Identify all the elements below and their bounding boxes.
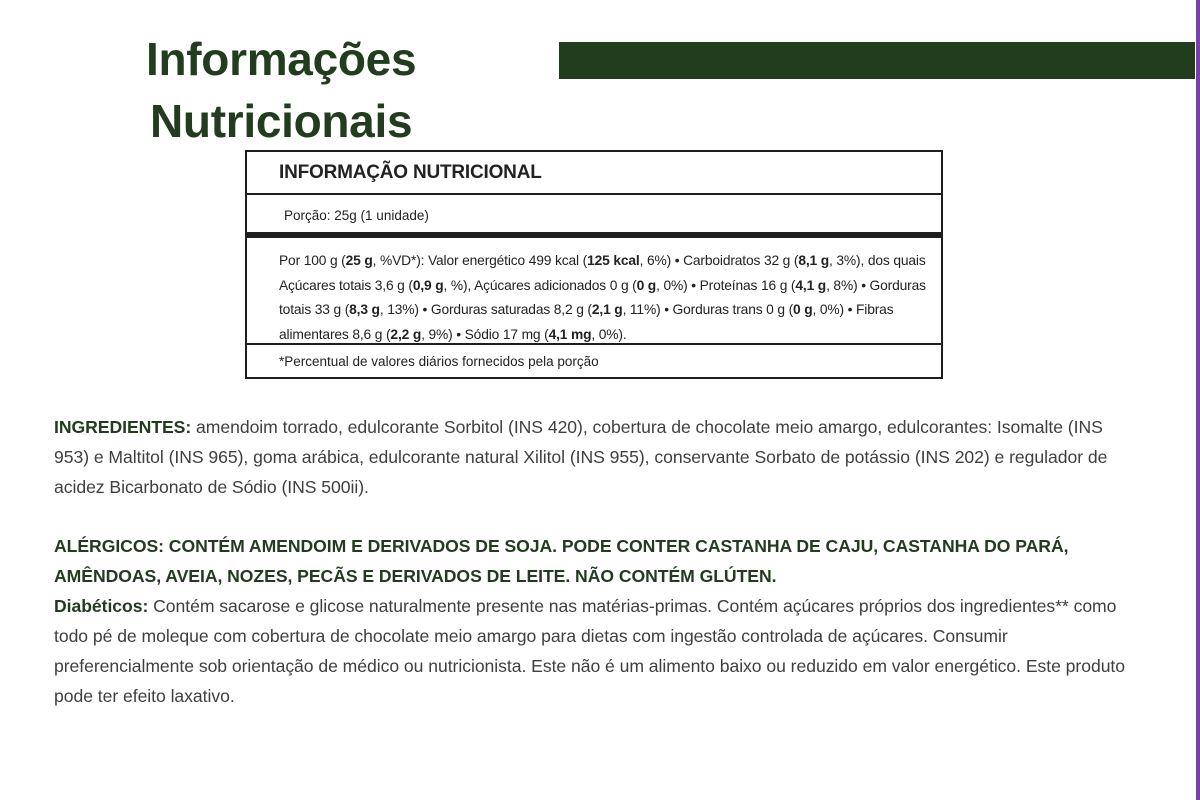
nutrient-text-segment: , 13%) • Gorduras saturadas 8,2 g (: [379, 302, 592, 317]
nutrient-values-text: [279, 249, 939, 347]
nutrient-text-segment: , 6%) • Carboidratos 32 g (: [639, 253, 799, 268]
nutrient-portion-value: 25 g: [345, 253, 373, 268]
nutrition-table-values-row: [247, 238, 941, 345]
ingredients-text: amendoim torrado, edulcorante Sorbitol (INS 420), cobertura de chocolate meio amargo, edulcorantes: Isomalte (INS 953) e Maltitol (INS 965), goma arábica, edulcorante natural Xilitol (INS 955), conservante Sorbato de potássio (INS 202) e regulador de acidez Bicarbonato de Sódio (INS 500ii).: [54, 417, 1108, 497]
nutrient-portion-value: 8,3 g: [349, 302, 380, 317]
nutrient-portion-value: 125 kcal: [587, 253, 640, 268]
nutrient-portion-value: 2,1 g: [591, 302, 623, 317]
nutrient-text-segment: , 11%) • Gorduras trans 0 g (: [622, 302, 794, 317]
nutrient-text-segment: , 0%).: [591, 326, 627, 342]
nutrition-table-header: [247, 152, 941, 195]
nutrient-text-segment: , 3%), dos quais Açúcares totais 3,6 g (: [279, 253, 926, 293]
nutrient-portion-value: 4,1 mg: [548, 326, 592, 342]
diabetics-paragraph: [54, 591, 1134, 711]
nutrient-text-segment: Por 100 g (: [279, 253, 346, 268]
nutrient-portion-value: 0,9 g: [412, 277, 444, 293]
nutrient-portion-value: 0 g: [636, 277, 657, 293]
allergens-warning: ALÉRGICOS: CONTÉM AMENDOIM E DERIVADOS DE SOJA. PODE CONTER CASTANHA DE CAJU, CASTANHA DO PARÁ, AMÊNDOAS, AVEIA, NOZES, PECÃS E DERIVADOS DE LEITE. NÃO CONTÉM GLÚTEN.: [54, 536, 1069, 586]
ingredients-label: INGREDIENTES:: [54, 417, 192, 437]
nutrient-text-segment: , 0%) • Proteínas 16 g (: [656, 277, 796, 293]
nutrient-text-segment: , 0%) • Fibras alimentares 8,6 g (: [279, 302, 894, 342]
page-title: [146, 28, 416, 152]
nutrient-text-segment: , %VD*): Valor energético 499 kcal (: [372, 253, 588, 268]
page-title-line1: Informações: [146, 33, 417, 85]
nutrient-portion-value: 2,2 g: [390, 326, 422, 342]
nutrition-table-title: INFORMAÇÃO NUTRICIONAL: [279, 162, 542, 183]
nutrition-table-portion-row: [247, 195, 941, 238]
nutrient-text-segment: , %), Açúcares adicionados 0 g (: [443, 277, 637, 293]
diabetics-label: Diabéticos:: [54, 596, 149, 616]
header-accent-bar: [559, 42, 1195, 79]
page-edge-accent: [1196, 0, 1200, 800]
nutrition-facts-table: [245, 150, 943, 379]
page-title-line2: Nutricionais: [150, 95, 413, 147]
diabetics-text: Contém sacarose e glicose naturalmente presente nas matérias-primas. Contém açúcares próprios dos ingredientes** como todo pé de moleque com cobertura de chocolate meio amargo para dietas com ingestão controlada de açúcares. Consumir preferencialmente sob orientação de médico ou nutricionista. Este não é um alimento baixo ou reduzido em valor energético. Este produto pode ter efeito laxativo.: [54, 596, 1126, 706]
nutrient-portion-value: 0 g: [793, 302, 813, 317]
nutrient-portion-value: 4,1 g: [795, 277, 827, 293]
nutrient-portion-value: 8,1 g: [798, 253, 830, 268]
nutrition-table-footnote-row: [247, 345, 941, 377]
portion-size: Porção: 25g (1 unidade): [284, 208, 429, 223]
nutrient-text-segment: , 9%) • Sódio 17 mg (: [421, 326, 549, 342]
nutrient-text-segment: , 8%) • Gorduras totais 33 g (: [279, 277, 926, 317]
ingredients-paragraph: [54, 412, 1134, 502]
daily-value-footnote: *Percentual de valores diários fornecidos pela porção: [279, 354, 599, 369]
